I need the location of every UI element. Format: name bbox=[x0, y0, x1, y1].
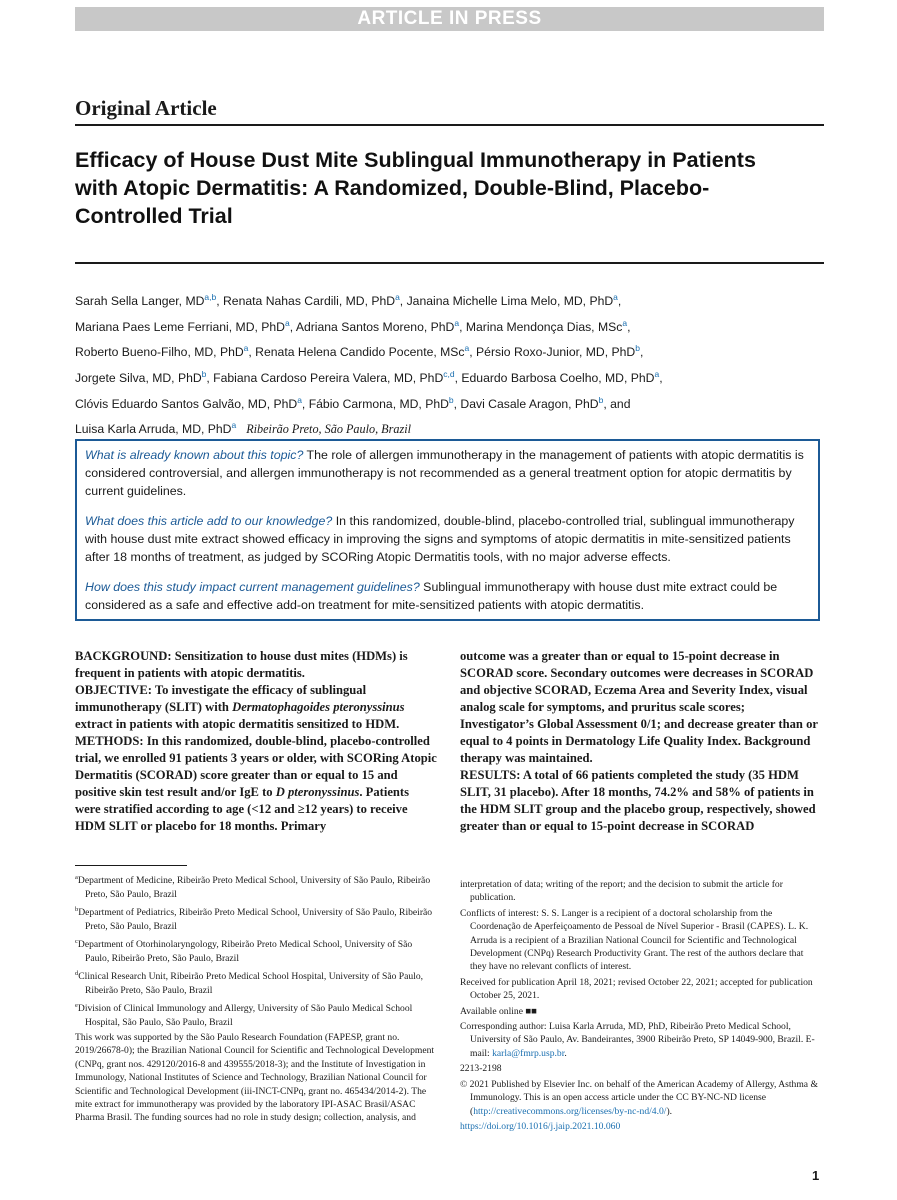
page-number: 1 bbox=[812, 1168, 820, 1183]
available-online: Available online ■■ bbox=[460, 1005, 537, 1017]
copyright: © 2021 Published by Elsevier Inc. on behalf of the American Academy of Allergy, Asthma & Immunology. This is an open access article under the CC BY-NC-ND license (http://creativecommons.org/licenses/by-nc-nd/4.0/). bbox=[460, 1078, 818, 1117]
license-link[interactable]: http://creativecommons.org/licenses/by-nc-nd/4.0/ bbox=[473, 1105, 667, 1117]
clinical-implications-box bbox=[75, 439, 820, 621]
affiliation-footnote: $^b$Department of Pediatrics, Ribeirão Preto Medical School, University of São Paulo, Ribeirão Preto, São Paulo, Brazil bbox=[75, 906, 433, 932]
footnote-rule bbox=[75, 865, 187, 866]
author-line: Roberto Bueno-Filho, MD, PhD$^a$, Renata Helena Candido Pocente, MSc$^a$, Pérsio Roxo-Junior, MD, PhD$^b$, bbox=[75, 343, 644, 360]
received-footnote: Received for publication April 18, 2021; revised October 22, 2021; accepted for publication October 25, 2021. bbox=[460, 976, 813, 1002]
doi-link[interactable]: https://doi.org/10.1016/j.jaip.2021.10.060 bbox=[460, 1120, 621, 1132]
article-adds-paragraph: What does this article add to our knowledge? In this randomized, double-blind, placebo-controlled trial, sublingual immunotherapy with house dust mite extract showed efficacy in improving the signs and symptoms of atopic dermatitis in mite-sensitized patients after 18 months of treatment, as judged by SCORing Atopic Dermatitis tools, with no major adverse effects. bbox=[85, 514, 795, 564]
article-title: Efficacy of House Dust Mite Sublingual Immunotherapy in Patients with Atopic Dermatitis: A Randomized, Double-Blind, Placebo-Controlled Trial bbox=[75, 148, 756, 228]
affiliation-footnote: $^c$Department of Otorhinolaryngology, Ribeirão Preto Medical School, University of São Paulo, Ribeirão Preto, São Paulo, Brazil bbox=[75, 938, 413, 964]
abstract-left-column bbox=[75, 648, 437, 835]
conflicts-footnote: Conflicts of interest: S. S. Langer is a recipient of a doctoral scholarship from the Coordenação de Aperfeiçoamento de Pessoal de Nível Superior - Brasil (CAPES). L. K. Arruda is a recipient of a Brazilian National Council for Scientific and Technological Development (CNPq) Research Productivity Grant. The rest of the authors declare that they have no relevant conflicts of interest. bbox=[460, 907, 809, 973]
issn: 2213-2198 bbox=[460, 1063, 502, 1075]
author-line: Mariana Paes Leme Ferriani, MD, PhD$^a$, Adriana Santos Moreno, PhD$^a$, Marina Mendonça Dias, MSc$^a$, bbox=[75, 317, 631, 334]
abstract-methods: METHODS: In this randomized, double-blind, placebo-controlled trial, we enrolled 91 patients 3 years or older, with SCORing Atopic Dermatitis (SCORAD) score greater than or equal to 15 and positive skin test result and/or IgE to D pteronyssinus. Patients were stratified according to age (<12 and ≥12 years) to receive HDM SLIT or placebo for 18 months. Primary bbox=[75, 734, 437, 833]
email-link[interactable]: karla@fmrp.usp.br bbox=[492, 1047, 565, 1059]
corresponding-author: Corresponding author: Luisa Karla Arruda, MD, PhD, Ribeirão Preto Medical School, University of São Paulo, Av. Bandeirantes, 3900 Ribeirão Preto, SP 14049-900, Brazil. E-mail: karla@fmrp.usp.br. bbox=[460, 1021, 815, 1059]
author-line: Clóvis Eduardo Santos Galvão, MD, PhD$^a$, Fábio Carmona, MD, PhD$^b$, Davi Casale Aragon, PhD$^b$, and bbox=[75, 394, 631, 411]
footnotes-left bbox=[75, 871, 437, 1127]
author-line: Sarah Sella Langer, MD$^{a,b}$, Renata Nahas Cardili, MD, PhD$^a$, Janaina Michelle Lima Melo, MD, PhD$^a$, bbox=[75, 292, 622, 309]
abstract-background: BACKGROUND: Sensitization to house dust mites (HDMs) is frequent in patients with atopic dermatitis. bbox=[75, 649, 408, 680]
known-topic-paragraph: What is already known about this topic? The role of allergen immunotherapy in the management of patients with atopic dermatitis is considered controversial, and allergen immunotherapy is not recommended as a general treatment option for atopic dermatitis by current guidelines. bbox=[85, 448, 804, 498]
abstract-results: RESULTS: A total of 66 patients completed the study (35 HDM SLIT, 31 placebo). After 18 months, 74.2% and 58% of patients in the HDM SLIT group and the placebo group, respectively, showed greater than or equal to 15-point decrease in SCORAD bbox=[460, 768, 816, 833]
footnotes-right bbox=[460, 878, 822, 1135]
author-line: Jorgete Silva, MD, PhD$^b$, Fabiana Cardoso Pereira Valera, MD, PhD$^{c,d}$, Eduardo Barbosa Coelho, MD, PhD$^a$, bbox=[75, 368, 663, 386]
author-list bbox=[75, 287, 820, 441]
funding-footnote: This work was supported by the São Paulo Research Foundation (FAPESP, grant no. 2019/26678-0); the Brazilian National Council for Scientific and Technological Development (CNPq, grant nos. 429120/2016-8 and 439555/2018-3); and the Institute of Investigation in Immunology, National Institutes of Science and Technology, Brazilian National Council for Scientific and Technological Development (iii-INCT-CNPq, grant no. 465434/2014-2). The mite extract for immunotherapy was provided by the laboratory IPI-ASAC Brasil/ASAC Pharma Brasil. The funding sources had no role in study design; collection, analysis, and bbox=[75, 1032, 435, 1124]
abstract-methods-continued: outcome was a greater than or equal to 15-point decrease in SCORAD score. Secondary outcomes were decreases in SCORAD and objective SCORAD, Eczema Area and Severity Index, visual analog scale for symptoms, and pruritus scale scores; Investigator’s Global Assessment 0/1; and decrease greater than or equal to 4 points in Dermatology Life Quality Index. Background therapy was maintained. bbox=[460, 649, 818, 765]
title-bottom-rule bbox=[75, 262, 824, 264]
affiliation-footnote: $^e$Division of Clinical Immunology and Allergy, University of São Paulo Medical School Hospital, São Paulo, São Paulo, Brazil bbox=[75, 1002, 413, 1028]
funding-footnote-continued: interpretation of data; writing of the report; and the decision to submit the article for publication. bbox=[460, 879, 783, 904]
title-top-rule bbox=[75, 124, 824, 126]
abstract-objective: OBJECTIVE: To investigate the efficacy of sublingual immunotherapy (SLIT) with Dermatophagoides pteronyssinus extract in patients with atopic dermatitis sensitized to HDM. bbox=[75, 683, 405, 731]
author-line: Luisa Karla Arruda, MD, PhD$^a$ Ribeirão Preto, São Paulo, Brazil bbox=[75, 420, 411, 437]
article-in-press-banner: ARTICLE IN PRESS bbox=[75, 7, 824, 31]
affiliation-footnote: $^d$Clinical Research Unit, Ribeirão Preto Medical School Hospital, University of São Paulo, Ribeirão Preto, São Paulo, Brazil bbox=[75, 970, 424, 996]
affiliation-footnote: $^a$Department of Medicine, Ribeirão Preto Medical School, University of São Paulo, Ribeirão Preto, São Paulo, Brazil bbox=[75, 874, 431, 900]
abstract-right-column bbox=[460, 648, 822, 835]
section-label: Original Article bbox=[75, 96, 217, 120]
guidelines-impact-paragraph: How does this study impact current management guidelines? Sublingual immunotherapy with house dust mite extract could be considered as a safe and effective add-on treatment for mite-sensitized patients with atopic dermatitis. bbox=[85, 580, 778, 612]
affiliation-city: Ribeirão Preto, São Paulo, Brazil bbox=[246, 422, 411, 437]
